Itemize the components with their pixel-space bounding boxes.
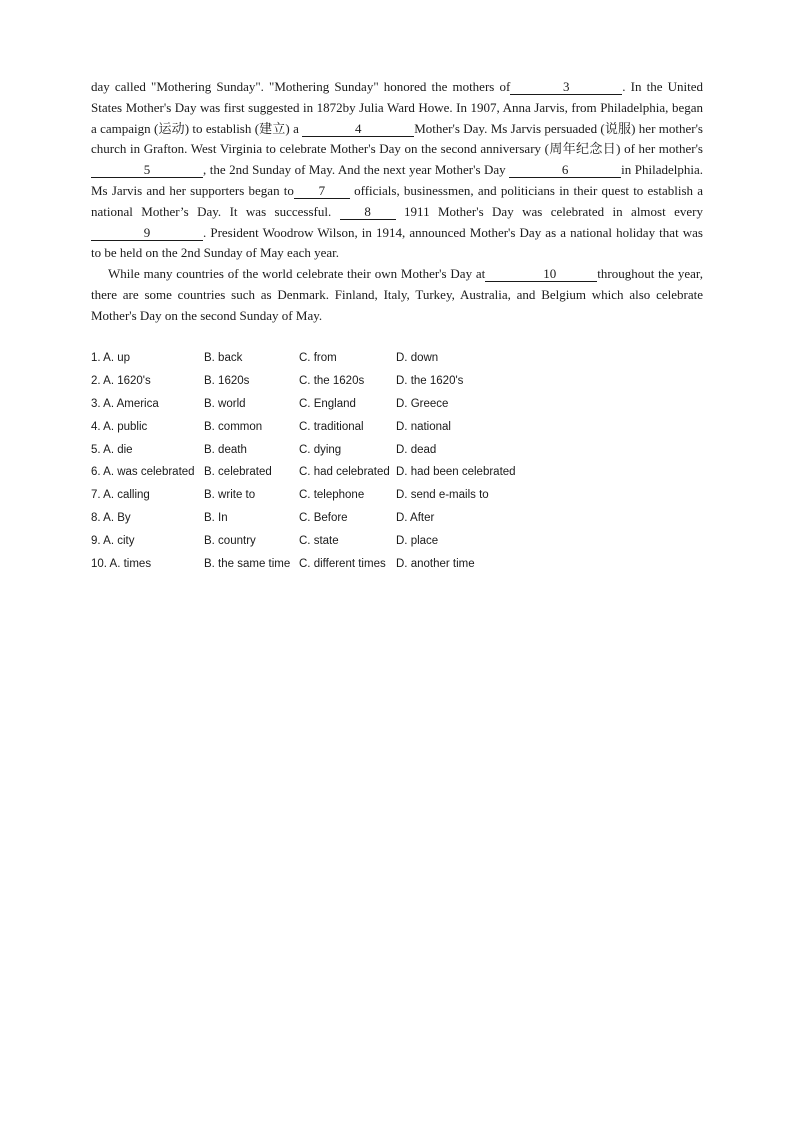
question-6-option-b: B. celebrated <box>204 466 272 479</box>
blank-3: 3 <box>510 80 622 95</box>
blank-9: 9 <box>91 226 203 241</box>
question-10-option-a: 10. A. times <box>91 558 152 571</box>
question-7-options <box>91 484 571 507</box>
passage-text: . President Woodrow Wilson, in 1914, announced Mother's Day as a national holiday that was to be held on the 2nd Sunday of May each year. <box>91 224 703 261</box>
question-3-options <box>91 393 571 416</box>
question-3-option-b: B. world <box>204 397 246 410</box>
passage-paragraph-2 <box>91 264 703 326</box>
question-3-option-a: 3. A. America <box>91 397 159 410</box>
cloze-passage <box>91 77 703 327</box>
question-9-option-d: D. place <box>396 535 439 548</box>
question-6-option-c: C. had celebrated <box>299 466 390 479</box>
question-4-option-d: D. national <box>396 420 451 433</box>
question-1-option-d: D. down <box>396 352 439 364</box>
question-7-option-b: B. write to <box>204 489 256 502</box>
blank-10: 10 <box>485 267 597 282</box>
question-9-option-b: B. country <box>204 535 256 548</box>
question-1-option-a: 1. A. up <box>91 352 131 364</box>
question-4-option-c: C. traditional <box>299 420 364 433</box>
question-6-options <box>91 461 571 484</box>
question-3-option-c: C. England <box>299 397 356 410</box>
question-1-option-b: B. back <box>204 352 243 364</box>
question-1-options <box>91 347 571 370</box>
question-5-option-b: B. death <box>204 443 247 456</box>
passage-text: officials, businessmen, and politicians in their quest to establish a national Mother’s Day. It was successful. <box>91 182 703 219</box>
question-2-option-a: 2. A. 1620's <box>91 374 151 387</box>
question-10-option-b: B. the same time <box>204 558 291 571</box>
question-9-options <box>91 530 571 553</box>
question-10-options <box>91 553 571 576</box>
question-10-option-c: C. different times <box>299 558 386 571</box>
question-6-option-a: 6. A. was celebrated <box>91 466 195 479</box>
question-10-option-d: D. another time <box>396 558 475 571</box>
question-4-option-b: B. common <box>204 420 263 433</box>
question-2-option-d: D. the 1620's <box>396 374 464 387</box>
question-8-options <box>91 507 571 530</box>
question-5-option-c: C. dying <box>299 443 342 456</box>
question-7-option-a: 7. A. calling <box>91 489 150 502</box>
passage-text: throughout the year, there are some countries such as Denmark. Finland, Italy, Turkey, Australia, and Belgium which also celebrate Mother's Day on the second Sunday of May. <box>91 266 703 323</box>
question-2-option-b: B. 1620s <box>204 374 250 387</box>
question-2-option-c: C. the 1620s <box>299 374 365 387</box>
question-4-options <box>91 416 571 439</box>
question-8-option-c: C. Before <box>299 512 348 525</box>
passage-text: in Philadelphia. Ms Jarvis and her supporters began to <box>91 162 703 198</box>
question-5-options <box>91 439 571 462</box>
question-4-option-a: 4. A. public <box>91 420 148 433</box>
question-2-options <box>91 370 571 393</box>
passage-text: day called "Mothering Sunday". "Mothering Sunday" honored the mothers of <box>91 79 511 94</box>
question-9-option-c: C. state <box>299 535 339 548</box>
question-9-option-a: 9. A. city <box>91 535 135 548</box>
question-3-option-d: D. Greece <box>396 397 449 410</box>
passage-paragraph-1 <box>91 77 703 264</box>
answer-options <box>91 347 571 576</box>
blank-7: 7 <box>294 184 350 199</box>
question-8-option-b: B. In <box>204 512 228 525</box>
question-6-option-d: D. had been celebrated <box>396 466 516 479</box>
passage-text: , the 2nd Sunday of May. And the next year Mother's Day <box>203 162 510 178</box>
question-5-option-d: D. dead <box>396 443 437 456</box>
passage-text: While many countries of the world celebrate their own Mother's Day at <box>108 266 486 282</box>
question-7-option-d: D. send e-mails to <box>396 489 489 502</box>
blank-4: 4 <box>302 122 414 137</box>
passage-text: . In the United States Mother's Day was first suggested in 1872by Julia Ward Howe. In 1907, Anna Jarvis, from Philadelphia, began a campaign (运动) to establish (建立) a <box>91 79 703 136</box>
question-5-option-a: 5. A. die <box>91 443 133 456</box>
question-7-option-c: C. telephone <box>299 489 365 502</box>
question-8-option-a: 8. A. By <box>91 512 131 525</box>
passage-text: 1911 Mother's Day was celebrated in almost every <box>395 203 703 219</box>
question-8-option-d: D. After <box>396 512 435 525</box>
blank-5: 5 <box>91 163 203 178</box>
question-1-option-c: C. from <box>299 352 337 364</box>
passage-text: Mother's Day. Ms Jarvis persuaded (说服) her mother's church in Grafton. West Virginia to celebrate Mother's Day on the second anniversary (周年纪念日) of her mother's <box>91 120 703 157</box>
blank-8: 8 <box>340 205 396 220</box>
blank-6: 6 <box>509 163 621 178</box>
